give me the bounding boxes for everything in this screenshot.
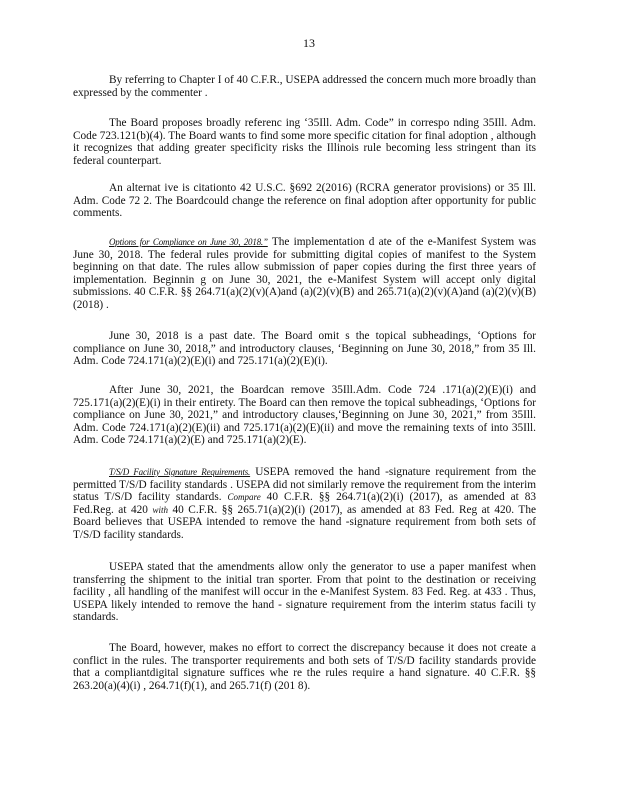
paragraph-text: By referring to Chapter I of 40 C.F.R., USEPA addressed the concern much more broadly than expressed by the commenter .: [73, 74, 536, 99]
paragraph-4: [73, 236, 536, 311]
paragraph-text: June 30, 2018 is a past date. The Board omit s the topical subheadings, ‘Options for compliance on June 30, 2018,” and introductory clauses, ‘Beginning on June 30, 2018,” from 35 Ill. Adm. Code 724.171(a)(2)(E)(i) and 725.171(a)(2)(E)(i).: [73, 330, 536, 367]
paragraph-2: [73, 117, 536, 167]
page-number: 13: [303, 36, 315, 50]
paragraph-text: 40 C.F.R. §§ 264.71(a)(2)(i) (2017), as amended at 83 Fed.Reg. at 420: [73, 491, 536, 516]
paragraph-6: [73, 384, 536, 447]
paragraph-9: [73, 642, 536, 692]
paragraph-3: [73, 182, 536, 220]
paragraph-text: The implementation d ate of the e-Manifest System was June 30, 2018. The federal rules provide for submitting digital copies of manifest to the System beginning on that date. The rules allow submission of paper copies during the first three years of implementation. Beginnin g on June 30, 2021, the e-Manifest System will accept only digital submissions. 40 C.F.R. §§ 264.71(a)(2)(v)(A)and (a)(2)(v)(B) and 265.71(a)(2)(v)(A)and (a)(2)(v)(B) (2018) .: [73, 236, 536, 311]
citation-signal-with: with: [152, 504, 168, 515]
citation-signal-compare: Compare: [227, 492, 261, 502]
section-heading-signature: T/S/D Facility Signature Requirements.: [109, 467, 251, 477]
section-heading-options: Options for Compliance on June 30, 2018.”: [109, 237, 268, 247]
paragraph-5: [73, 330, 536, 368]
paragraph-text: USEPA removed the hand -signature requirement from the permitted T/S/D facility standards . USEPA did not similarly remove the requirement from the interim status T/S/D facility standards.: [73, 466, 536, 503]
paragraph-7: [73, 466, 536, 541]
paragraph-text: USEPA stated that the amendments allow only the generator to use a paper manifest when transferring the shipment to the initial tran sporter. From that point to the destination or receiving facility , all handling of the manifest will occur in the e-Manifest System. 83 Fed. Reg. at 433 . Thus, USEPA likely intended to remove the hand - signature requirement from the interim status facili ty standards.: [73, 561, 536, 623]
paragraph-text: 40 C.F.R. §§ 265.71(a)(2)(i) (2017), as amended at 83 Fed. Reg at 420. The Board believes that USEPA intended to remove the hand -signature requirement from both sets of T/S/D facility standards.: [73, 503, 536, 541]
paragraph-1: [73, 74, 536, 99]
paragraph-text: An alternat ive is citationto 42 U.S.C. §692 2(2016) (RCRA generator provisions) or 35 Ill. Adm. Code 72 2. The Boardcould change the reference on final adoption after opportunity for public comments.: [73, 182, 536, 219]
paragraph-text: The Board proposes broadly referenc ing ‘35Ill. Adm. Code” in correspo nding 35Ill. Adm. Code 723.121(b)(4). The Board wants to find some more specific citation for final adoption , although it recognizes that adding greater specificity risks the Illinois rule becoming less stringent than its federal counterpart.: [73, 117, 536, 167]
paragraph-text: The Board, however, makes no effort to correct the discrepancy because it does not create a conflict in the rules. The transporter requirements and both sets of T/S/D facility standards provide that a compliantdigital signature suffices whe re the rules require a hand signature. 40 C.F.R. §§ 263.20(a)(4)(i) , 264.71(f)(1), and 265.71(f) (201 8).: [73, 642, 536, 692]
paragraph-text: After June 30, 2021, the Boardcan remove 35Ill.Adm. Code 724 .171(a)(2)(E)(i) and 725.171(a)(2)(E)(i) in their entirety. The Board can then remove the topical subheadings, ‘Options for compliance on June 30, 2021,” and introductory clauses,‘Beginning on June 30, 2021,” from 35Ill. Adm. Code 724.171(a)(2)(E)(ii) and 725.171(a)(2)(E)(ii) and move the remaining texts of into 35Ill. Adm. Code 724.171(a)(2)(E) and 725.171(a)(2)(E).: [73, 384, 536, 446]
paragraph-8: [73, 561, 536, 624]
